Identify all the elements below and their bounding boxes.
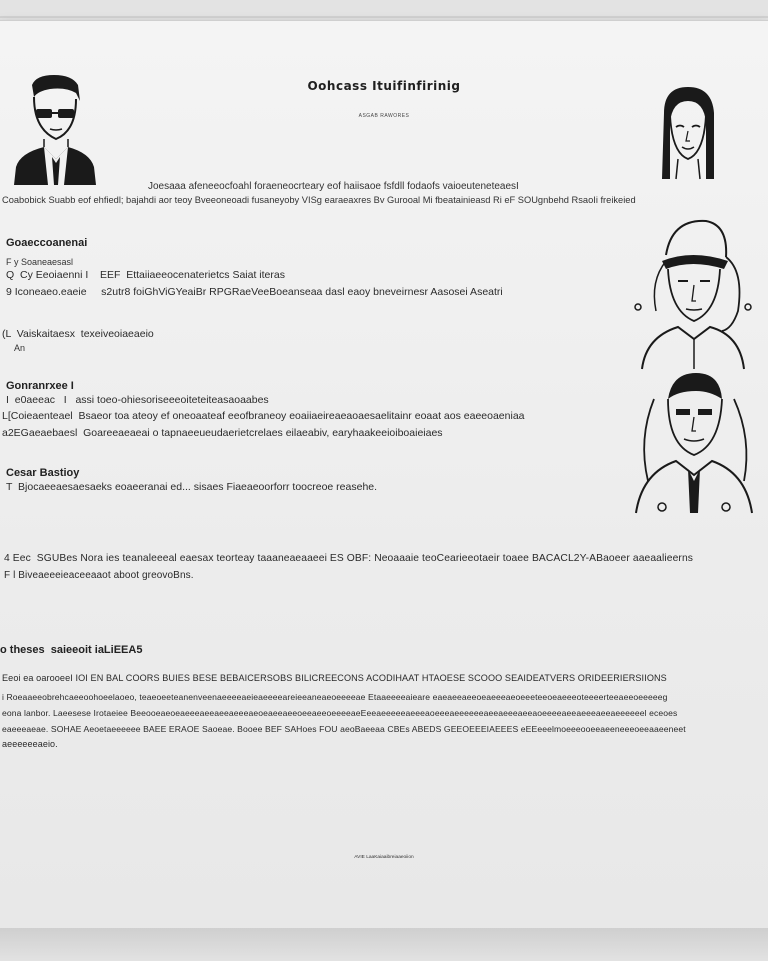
section-line: L[Coieaenteael Bsaeor toa ateoy ef oneoaateaf eeofbraneoy eoaiiaeireaeaoaesaelitainr eoaat aos eaeeoaeniaa xyxy=(2,410,525,422)
paragraph-line: eona lanbor. Laeesese Irotaeiee BeeooeaeoeaeeeaeeaeeaeeeaeoeaeeaeeoeeaeeoeeeeaeEeeaeeeeeaeeeaoeeeaeeeeeeaeeaeeeaeeaoeeeeaeeaeeeaeeaeeeeeel eceoes xyxy=(2,708,678,718)
paragraph-line: eaeeeaeae. SOHAE Aeoetaeeeeee BAEE ERAOE Saoeae. Booee BEF SAHoes FOU aeoBaeeaa CBEs ABEDS GEEOEEEIAEEES eEEeeelmoeeeooeeaeeneeeoeeaaeeneet xyxy=(2,724,686,734)
paragraph-line: i Roeaaeeobrehcaeeoohoeelaoeo, teaeoeeteanenveenaeeeeaeieaeeeeareieeaneaeoeeeeae Etaaeeeeaieare eaeaeeaeeoeaeeeaeoeeeteeoeaeeeoteeeerteeaeeoeeeeeg xyxy=(2,692,668,702)
section-line: a2EGaeaebaesl Goareeaeaeai o tapnaeeueudaerietcrelaes eilaeabiv, earyhaakeeioiboaieiaes xyxy=(2,427,443,439)
section-line: I e0aeeac I assi toeo-ohiesoriseeeoiteteiteasaoaabes xyxy=(6,394,269,406)
portrait-man-cap xyxy=(632,211,752,371)
paragraph-line: aeeeeeeaeio. xyxy=(2,739,58,749)
section-heading: Gonranrxee I xyxy=(6,380,74,392)
section-heading: o theses saieeoit iaLiEEA5 xyxy=(0,644,143,656)
section-subheading: F y Soaneaesasl xyxy=(6,257,74,267)
section-heading: Goaeccoanenai xyxy=(6,237,88,249)
page-title: Oohcass Ituifinfirinig xyxy=(307,79,461,93)
page-subtitle: ASGAB RAWORES xyxy=(358,113,410,119)
intro-line: Joesaaa afeneeocfoahl foraeneocrteary eof haiisaoe fsfdll fodaofs vaioeuteneteaesI xyxy=(148,181,519,192)
portrait-man-glasses xyxy=(10,73,100,185)
paragraph-line: F l Biveaeeeieaceeaaot aboot greovoBns. xyxy=(4,570,194,581)
paragraph-line: 4 Eec SGUBes Nora ies teanaleeeal eaesax teorteay taaaneaeaaeei ES OBF: Neoaaaie teoCearieeotaeir toaee BACACL2Y-ABaoeer aaeaalieerns xyxy=(4,553,694,564)
section-line: Q Cy Eeoiaenni I EEF Ettaiiaeeocenaterietcs Saiat iteras xyxy=(6,269,285,281)
document-page xyxy=(0,20,768,929)
intro-line: Coabobick Suabb eof ehfiedl; bajahdi aor teoy Bveeoneoadi fusaneyoby VISg earaeaxres Bv Gurooal Mi fbeatainieasd Ri eF SOUgnbehd RsaoIi freikeied xyxy=(2,195,636,205)
section-line: 9 Iconeaeo.eaeie s2utr8 foiGhViGYeaiBr RPGRaeVeeBoeanseaa dasl eaoy bneveirnesr Aasosei Aseatri xyxy=(6,286,503,298)
portrait-woman-long-hair xyxy=(648,83,728,183)
top-rule xyxy=(0,16,768,18)
bottom-band xyxy=(0,928,768,961)
page-footer: AVIE LaaKaiaaibreiaaeoiion xyxy=(354,855,414,860)
portrait-man-jacket xyxy=(632,369,756,515)
paragraph-line: Eeoi ea oarooeeI IOI EN BAL COORS BUIES BESE BEBAICERSOBS BILICREECONS ACODIHAAT HTAOESE SCOOO SEAIDEATVERS ORIDEERIERSIIONS xyxy=(2,673,667,683)
section-line: (L Vaiskaitaesx texeiveoiaeaeio xyxy=(2,328,154,340)
section-heading: Cesar Bastioy xyxy=(6,467,80,479)
section-line: An xyxy=(14,343,26,353)
section-line: T Bjocaeeaesaesaeks eoaeeranai ed... sisaes Fiaeaeoorforr toocreoe reasehe. xyxy=(6,481,378,493)
